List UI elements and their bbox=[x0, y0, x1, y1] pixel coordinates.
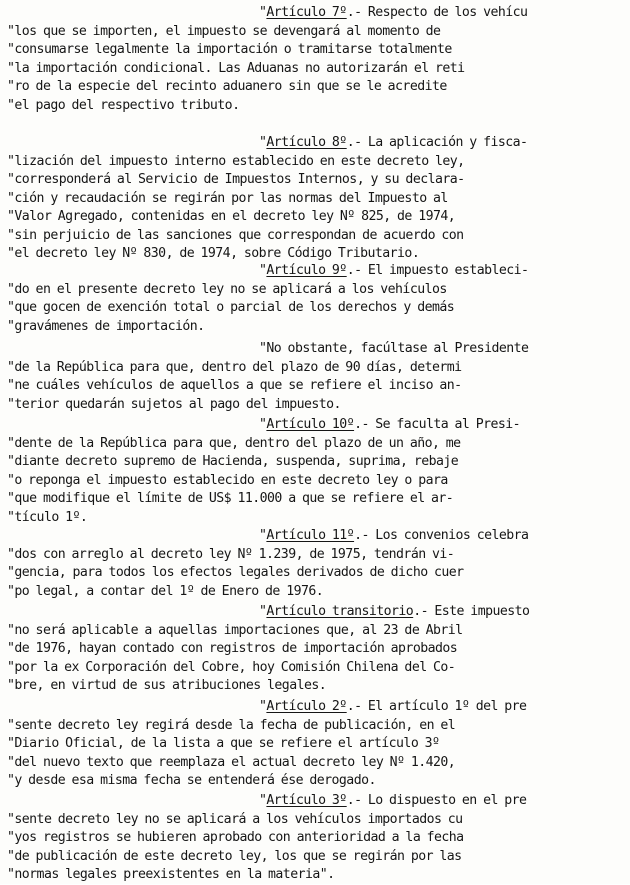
text-line: "consumarse legalmente la importación o tramitarse totalmente bbox=[7, 42, 452, 57]
paragraph-first-line: "Artículo 7º.- Respecto de los vehícu bbox=[259, 5, 528, 20]
text-line: "yos registros se hubieren aprobado con anterioridad a la fecha bbox=[7, 830, 464, 845]
text-line: "del nuevo texto que reemplaza el actual decreto ley Nº 1.420, bbox=[7, 754, 456, 770]
text-line: "diante decreto supremo de Hacienda, suspenda, suprima, rebaje bbox=[7, 454, 459, 469]
text-line: "dos con arreglo al decreto ley Nº 1.239, de 1975, tendrán vi- bbox=[7, 546, 455, 562]
paragraph-articulo-11 bbox=[7, 527, 619, 601]
text-line: "ro de la especie del recinto aduanero sin que se le acredite bbox=[7, 79, 447, 94]
text-line: .- Los convenios celebra bbox=[354, 528, 529, 543]
paragraph-articulo-2 bbox=[7, 698, 619, 791]
text-line: .- La aplicación y fisca- bbox=[346, 135, 528, 150]
article-heading: Artículo 2º bbox=[266, 699, 347, 714]
paragraph-first-line: "Artículo 2º.- El artículo 1º del pre bbox=[259, 699, 527, 714]
text-line: "y desde esa misma fecha se entenderá ése derogado. bbox=[7, 773, 376, 788]
text-line: "dente de la República para que, dentro del plazo de un año, me bbox=[7, 435, 461, 451]
text-line: "o reponga el impuesto establecido en este decreto ley o para bbox=[7, 472, 448, 488]
text-line: "normas legales preexistentes en la materia". bbox=[7, 867, 335, 882]
text-line: "po legal, a contar del 1º de Enero de 1976. bbox=[7, 583, 324, 599]
paragraph-articulo-10 bbox=[7, 416, 619, 527]
text-line: "bre, en virtud de sus atribuciones legales. bbox=[7, 678, 327, 693]
text-line: "ne cuáles vehículos de aquellos a que se refiere el inciso an- bbox=[7, 378, 462, 393]
article-heading: Artículo 8º bbox=[266, 135, 347, 150]
text-line: "que gocen de exención total o parcial de los derechos y demás bbox=[7, 300, 455, 315]
text-line: .- Se faculta al Presi- bbox=[354, 417, 521, 432]
paragraph-first-line: "Artículo 3º.- Lo dispuesto en el pre bbox=[259, 793, 527, 808]
text-line: "la importación condicional. Las Aduanas no autorizarán el reti bbox=[7, 60, 465, 76]
text-line: "gencia, para todos los efectos legales derivados de dicho cuer bbox=[7, 565, 464, 580]
text-line: .- El artículo 1º del pre bbox=[346, 699, 527, 714]
paragraph-first-line: "Artículo 11º.- Los convenios celebra bbox=[259, 528, 529, 543]
paragraph-first-line: "Artículo 9º.- El impuesto estableci- bbox=[259, 263, 529, 278]
text-line: "de la República para que, dentro del plazo de 90 días, determi bbox=[7, 359, 462, 375]
paragraph-first-line: "Artículo 10º.- Se faculta al Presi- bbox=[259, 417, 521, 432]
text-line: .- Este impuesto bbox=[413, 604, 530, 619]
text-line: "tículo 1º. bbox=[7, 509, 88, 525]
text-line: "gravámenes de importación. bbox=[7, 318, 205, 334]
text-line: "sin perjuicio de las sanciones que correspondan de acuerdo con bbox=[7, 227, 464, 243]
text-line: "el decreto ley Nº 830, de 1974, sobre Código Tributario. bbox=[7, 246, 420, 261]
text-line: "sente decreto ley no se aplicará a los vehículos importados cu bbox=[7, 811, 463, 827]
paragraph-articulo-transitorio bbox=[7, 603, 619, 696]
text-line: "el pago del respectivo tributo. bbox=[7, 97, 240, 113]
paragraph-articulo-8 bbox=[7, 134, 619, 264]
text-line: "que modifique el límite de US$ 11.000 a que se refiere el ar- bbox=[7, 491, 454, 506]
paragraph-articulo-7 bbox=[7, 4, 619, 115]
text-line: "do en el presente decreto ley no se aplicará a los vehículos bbox=[7, 281, 447, 297]
article-heading: Artículo 11º bbox=[266, 528, 355, 543]
text-line: "de publicación de este decreto ley, los que se regirán por las bbox=[7, 848, 462, 864]
paragraph-articulo-3 bbox=[7, 792, 619, 885]
text-line: "sente decreto ley regirá desde la fecha de publicación, en el bbox=[7, 717, 456, 733]
article-heading: Artículo 9º bbox=[266, 263, 347, 278]
text-line: "Valor Agregado, contenidas en el decreto ley Nº 825, de 1974, bbox=[7, 209, 456, 224]
text-line: .- Lo dispuesto en el pre bbox=[346, 793, 527, 808]
text-line: "lización del impuesto interno establecido en este decreto ley, bbox=[7, 153, 465, 169]
text-line: "Diario Oficial, de la lista a que se refiere el artículo 3º bbox=[7, 736, 440, 751]
article-heading: Artículo 10º bbox=[266, 417, 355, 432]
paragraph-first-line: "Artículo 8º.- La aplicación y fisca- bbox=[259, 135, 528, 150]
text-line: "los que se importen, el impuesto se devengará al momento de bbox=[7, 23, 441, 39]
text-line: "No obstante, facúltase al Presidente bbox=[259, 341, 529, 356]
text-line: "por la ex Corporación del Cobre, hoy Comisión Chilena del Co- bbox=[7, 659, 456, 675]
text-line: "ción y recaudación se regirán por las normas del Impuesto al bbox=[7, 190, 448, 206]
text-line: "no será aplicable a aquellas importaciones que, al 23 de Abril bbox=[7, 622, 463, 638]
paragraph-no-obstante bbox=[7, 340, 619, 414]
article-heading: Artículo 3º bbox=[266, 793, 347, 808]
paragraph-first-line: "Artículo transitorio.- Este impuesto bbox=[259, 604, 530, 619]
text-line: .- El impuesto estableci- bbox=[346, 263, 529, 278]
text-line: "terior quedarán sujetos al pago del impuesto. bbox=[7, 396, 341, 412]
text-line: "de 1976, hayan contado con registros de importación aprobados bbox=[7, 641, 458, 656]
text-line: .- Respecto de los vehícu bbox=[346, 5, 528, 20]
article-heading: Artículo 7º bbox=[266, 5, 347, 20]
text-line: "corresponderá al Servicio de Impuestos Internos, y su declara- bbox=[7, 172, 465, 187]
paragraph-articulo-9 bbox=[7, 262, 619, 336]
article-heading: Artículo transitorio bbox=[266, 604, 414, 619]
